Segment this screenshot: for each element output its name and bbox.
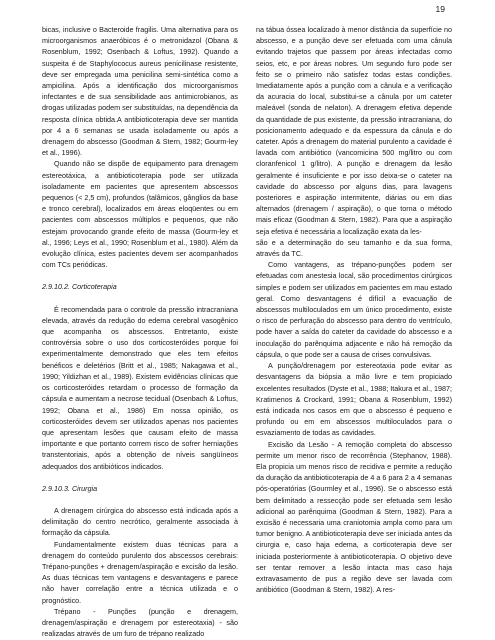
left-column [42, 24, 238, 639]
body-paragraph: Trépano - Punções (punção e drenagem, drenagem/aspiração e drenagem por estereotaxia) - são realizadas através de um furo de trépano realizado [42, 606, 238, 639]
body-paragraph: Quando não se dispõe de equipamento para drenagem estereotáxica, a antibioticoterapia pode ser utilizada isoladamente em pacientes que apresentem abscessos pequenos (< 2,5 cm), profundos (talâmicos, gânglios da base e tronco cerebral), localizados em áreas eloqüentes ou em pacientes com abscessos múltiplos e pequenos, que não estejam provocando grande efeito de massa (Gourm-ley et al., 1996; Leys et al., 1990; Rosenblum et al., 1980). Além da evolução clínica, estes pacientes devem ser acompanhados com TCs periódicas. [42, 159, 238, 270]
body-paragraph: Fundamentalmente existem duas técnicas para a drenagem do conteúdo purulento dos abscessos cerebrais: Trépano-punções + drenagem/aspiração e excisão da lesão. As duas técnicas tem vantagens e desvantagens e parece não haver correlação entre a técnica utilizada e o prognóstico. [42, 539, 238, 605]
body-paragraph: são e a determinação do seu tamanho e da sua forma, através da TC. [256, 237, 452, 259]
body-paragraph: É recomendada para o controle da pressão intracraniana elevada, através da redução do edema cerebral vasogênico que acompanha os abscessos. Entretanto, existe controvérsia sobre o uso dos corticosteróides porque foi experimentalmente demonstrado que eles tem efeitos benéficos e deletérios (Britt et al., 1985; Nakagawa et al., 1990; Yildizhan et al., 1989). Existem evidências clínicas que os corticosteróides retardam o processo de formação da cápsula e aumentam a necrose tecidual (Osenbach & Loftus, 1992; Obana et al., 1986) Em nossa opinião, os corticosteróides devem ser utilizados apenas nos pacientes que apresentam lesões que causam efeito de massa importante e que portanto correm risco de sofrer herniações transtentoriais, após a obtenção de níveis sangüíneos adequados dos antibióticos indicados. [42, 304, 238, 471]
section-heading: 2.9.10.3. Cirurgia [42, 483, 98, 493]
paragraph-spacer [42, 293, 238, 304]
body-paragraph: A punção/drenagem por estereotaxia pode evitar as desvantagens da biópsia a mão livre e tem propiciado excelentes resultados (Dyste et al., 1988; Itakura et al., 1987; Kratimenos & Crockard, 1991; Obana & Rosenblum, 1992) está indicada nos casos em que o abscesso é pequeno e profundo ou em em abscessos multiloculados para o esvaziamento de todas as cavidades. [256, 361, 452, 438]
body-paragraph: Excisão da Lesão - A remoção completa do abscesso permite um menor risco de recorrência (Stephanov, 1988). Ela propicia um menos risco de recidiva e permite a redução da duração da antibioticoterapia de 4 a 6 para 2 a 4 semanas pós-operatórias (Gourmley et al., 1996). Se o abscesso está bem delimitado a ressecção pode ser efetuada sem lesão adicional ao parênquima (Goodman & Stern, 1982). Para a excisão é necessaria uma craniotomia ampla como para um tumor benigno. A antibioticoterapia deve ser iniciada antes da cirurgia e, caso haja edema, a corticoterapia deve ser iniciada posteriormente à antibioticoterapia. O objetivo deve ser tentar remover a lesão intacta mas caso haja extravasamento de pus a região deve ser lavada com antibiótico (Goodman & Stern, 1982). A res- [256, 439, 452, 595]
right-column [256, 24, 452, 595]
paragraph-spacer [42, 270, 238, 281]
body-paragraph: bicas, inclusive o Bacteroide fragilis. Uma alternativa para os microorganismos anaeróbicos é o metronidazol (Obana & Rosenblum, 1992; Osenbach & Loftus, 1992). Quando a suspeita é de Staphylococus aureus penicilinase resistente, deve ser empregada uma penicilina semi-sintética como a ampicilina. Após a identificação dos microorganismos infectantes e de sua sensibilidade aos antimicrobianos, as drogas utilizadas podem ser substituídas, na dependência da resposta clínica obtida.A antibioticoterapia deve ser mantida por 4 a 6 semanas se usada isoladamente ou após a drenagem do abscesso (Goodman & Stern, 1982; Gourm-ley et al., 1996). [42, 25, 238, 158]
section-heading: 2.9.10.2. Corticoterapia [42, 282, 117, 292]
paragraph-spacer [42, 494, 238, 505]
body-paragraph: Como vantagens, as trépano-punções podem ser efetuadas com anestesia local, são procedimentos cirúrgicos simples e podem ser utilizados em pacientes em mau estado geral. Como desvantagens é difícil a evacuação de abscessos multiloculados em um único procedimento, existe o risco de perfuração do abscesso para dentro do ventrículo, pode haver a saída do cateter da cavidade do abscesso e a inoculação do parênquima adjacente e não há remoção da cápsula, o que pode ser a causa de crises convulsivas. [256, 260, 452, 359]
page-number: 19 [435, 4, 445, 14]
paragraph-spacer [42, 472, 238, 483]
body-paragraph: na tábua óssea localizado à menor distância da superfície no abscesso, e a punção deve ser efetuada com uma cânula evitando trajetos que passem por áreas infectadas como seios, etc, e por áreas nobres. Um segundo furo pode ser feito se o primeiro não satisfez todas estas condições. Imediatamente após a punção com a cânula e a verificação da acuracia do local, substitui-se a cânula por um cateter maleável (sonda de nelaton). A drenagem efetiva depende da quantidade de pus existente, da pressão intracraniana, do posicionamento adequado e da espessura da cânula e do cateter. Após a drenagem do material purulento a cavidade é lavada com antibiótico (vancomicina 500 mg/litro ou com cloranfenicol 1 g/litro). A punção e drenagem da lesão geralmente é insuficiente e por isso deixa-se o cateter na cavidade do abscesso por alguns dias, para lavagens posteriores e aspiração intermitente, diárias ou em dias alternados (drenagem / aspiração), o que torna o método mais eficaz (Goodman & Stern, 1982). Para que a aspiração seja efetiva é necessária a localização exata da les- [256, 25, 452, 236]
body-paragraph: A drenagem cirúrgica do abscesso está indicada após a delimitação do centro necrótico, geralmente associada à formação da cápsula. [42, 505, 238, 538]
